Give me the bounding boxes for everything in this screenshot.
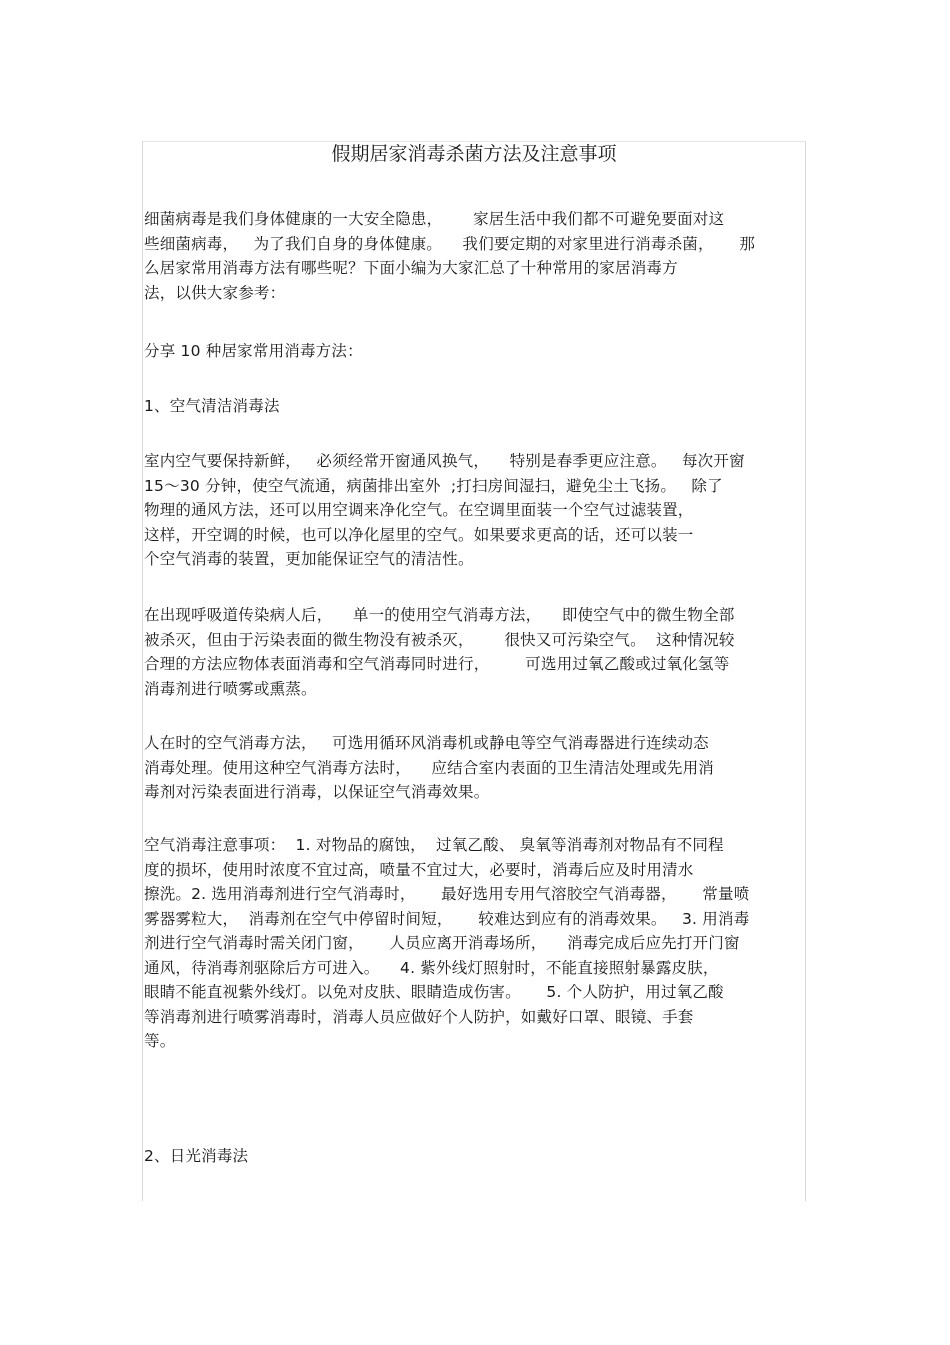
text-line: 法，以供大家参考： xyxy=(144,283,286,302)
text-line: 剂进行空气消毒时需关闭门窗， 人员应离开消毒场所， 消毒完成后应先打开门窗 xyxy=(144,934,740,952)
section-intro xyxy=(144,339,363,364)
text-line: 擦洗。2. 选用消毒剂进行空气消毒时， 最好选用专用气溶胶空气消毒器， 常量喷 xyxy=(144,885,750,903)
text-line: 等消毒剂进行喷雾消毒时，消毒人员应做好个人防护，如戴好口罩、眼镜、手套 xyxy=(144,1007,694,1026)
text-line: 度的损坏，使用时浓度不宜过高，喷量不宜过大，必要时，消毒后应及时用清水 xyxy=(144,860,694,879)
air-precautions xyxy=(144,833,749,1054)
air-paragraph-1 xyxy=(144,449,745,572)
air-paragraph-2 xyxy=(144,603,735,701)
air-paragraph-3 xyxy=(144,731,714,805)
text-line: 毒剂对污染表面进行消毒，以保证空气消毒效果。 xyxy=(144,783,490,801)
text-line: 物理的通风方法，还可以用空调来净化空气。在空调里面装一个空气过滤装置， xyxy=(144,501,694,519)
text-line: 被杀灭，但由于污染表面的微生物没有被杀灭， 很快又可污染空气。 这种情况较 xyxy=(144,630,735,649)
text-line: 分享 10 种居家常用消毒方法： xyxy=(144,342,363,360)
text-line: 2、日光消毒法 xyxy=(144,1147,249,1165)
text-line: 空气消毒注意事项： 1. 对物品的腐蚀， 过氧乙酸、 臭氧等消毒剂对物品有不同程 xyxy=(144,836,724,854)
section-heading-air xyxy=(144,394,280,419)
text-line: 雾器雾粒大， 消毒剂在空气中停留时间短， 较难达到应有的消毒效果。 3. 用消毒 xyxy=(144,909,750,928)
text-line: 眼睛不能直视紫外线灯。以免对皮肤、眼睛造成伤害。 5. 个人防护，用过氧乙酸 xyxy=(144,983,724,1001)
text-line: 细菌病毒是我们身体健康的一大安全隐患， 家居生活中我们都不可避免要面对这 xyxy=(144,210,725,228)
document-title: 假期居家消毒杀菌方法及注意事项 xyxy=(331,143,617,165)
text-line: 些细菌病毒， 为了我们自身的身体健康。 我们要定期的对家里进行消毒杀菌， 那 xyxy=(144,234,756,253)
intro-paragraph xyxy=(144,207,755,305)
text-line: 人在时的空气消毒方法， 可选用循环风消毒机或静电等空气消毒器进行连续动态 xyxy=(144,734,709,752)
text-line: 消毒剂进行喷雾或熏蒸。 xyxy=(144,679,317,698)
text-line: 1、空气清洁消毒法 xyxy=(144,397,280,415)
text-line: 通风，待消毒剂驱除后方可进入。 4. 紫外线灯照射时，不能直接照射暴露皮肤， xyxy=(144,958,719,977)
text-line: 室内空气要保持新鲜， 必须经常开窗通风换气， 特别是春季更应注意。 每次开窗 xyxy=(144,452,745,470)
text-line: 个空气消毒的装置，更加能保证空气的清洁性。 xyxy=(144,550,474,568)
text-line: 等。 xyxy=(144,1032,176,1050)
text-line: 么居家常用消毒方法有哪些呢？下面小编为大家汇总了十种常用的家居消毒方 xyxy=(144,259,678,277)
section-heading-sunlight xyxy=(144,1144,248,1169)
text-line: 合理的方法应物体表面消毒和空气消毒同时进行， 可选用过氧乙酸或过氧化氢等 xyxy=(144,655,730,673)
text-line: 这样，开空调的时候，也可以净化屋里的空气。如果要求更高的话，还可以装一 xyxy=(144,525,694,544)
text-line: 在出现呼吸道传染病人后， 单一的使用空气消毒方法， 即使空气中的微生物全部 xyxy=(144,606,735,624)
text-line: 15～30 分钟，使空气流通，病菌排出室外 ;打扫房间湿扫，避免尘土飞扬。 除了 xyxy=(144,476,723,495)
text-line: 消毒处理。使用这种空气消毒方法时， 应结合室内表面的卫生清洁处理或先用消 xyxy=(144,758,715,777)
